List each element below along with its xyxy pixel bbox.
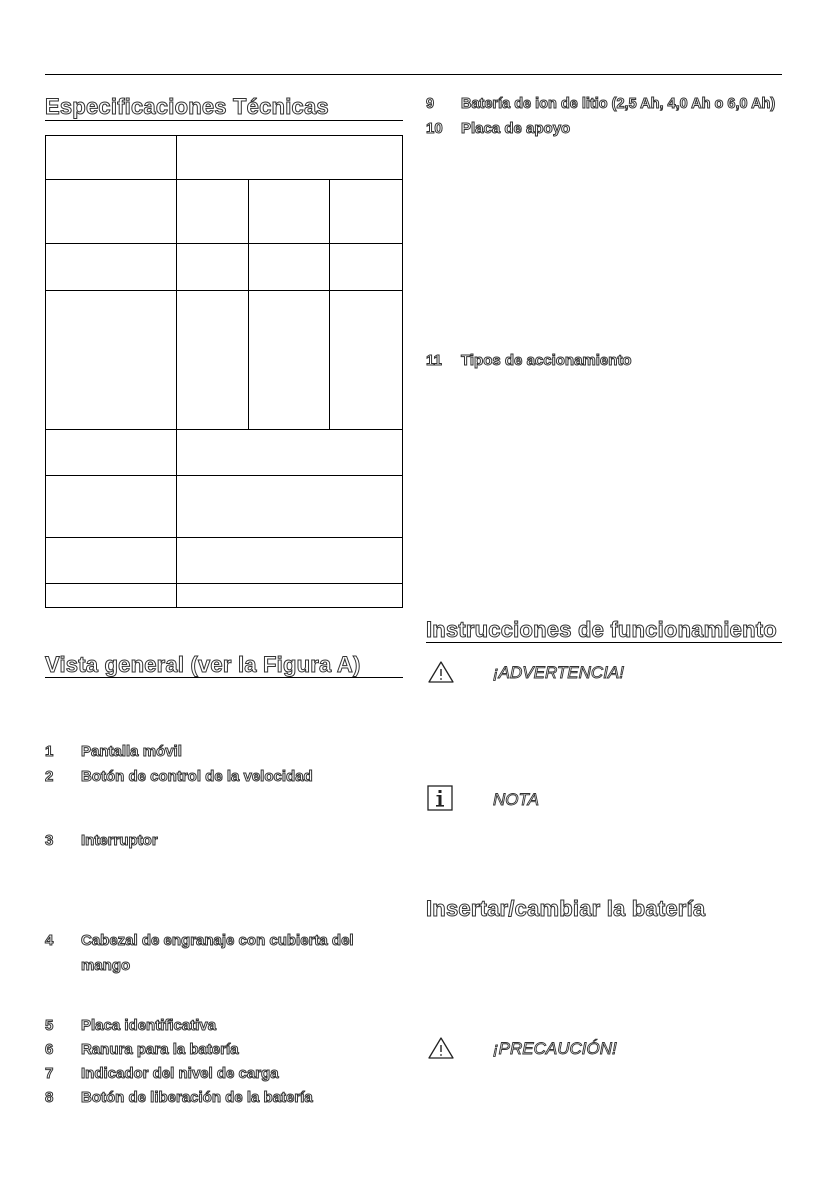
spec-cell <box>177 180 249 244</box>
list-item: 3 Interruptor <box>45 832 158 849</box>
warning-icon <box>427 660 455 684</box>
header-rule <box>45 74 782 75</box>
spec-heading-rule <box>45 120 403 121</box>
spec-cell <box>177 136 403 180</box>
spec-cell <box>177 430 403 476</box>
warning-label: ¡ADVERTENCIA! <box>493 663 624 682</box>
spec-cell <box>46 244 177 291</box>
list-item: 8 Botón de liberación de la batería <box>45 1089 313 1106</box>
list-item: 10 Placa de apoyo <box>426 120 571 137</box>
spec-cell <box>330 291 403 430</box>
spec-cell <box>330 180 403 244</box>
list-item: 5 Placa identificativa <box>45 1017 217 1034</box>
list-item: 2 Botón de control de la velocidad <box>45 768 313 785</box>
spec-cell <box>177 538 403 584</box>
spec-cell <box>46 136 177 180</box>
overview-heading: Vista general (ver la Figura A) <box>45 652 361 677</box>
instructions-heading: Instrucciones de funcionamiento <box>426 617 777 642</box>
spec-cell <box>46 430 177 476</box>
list-item: 7 Indicador del nivel de carga <box>45 1065 279 1082</box>
spec-cell <box>177 476 403 538</box>
list-item: 9 Batería de ion de litio (2,5 Ah, 4,0 Ah o 6,0 Ah) <box>426 96 776 112</box>
spec-cell <box>177 584 403 608</box>
spec-cell <box>46 291 177 430</box>
spec-cell <box>177 291 249 430</box>
spec-cell <box>46 476 177 538</box>
spec-table <box>45 135 403 608</box>
battery-heading: Insertar/cambiar la batería <box>426 896 706 921</box>
spec-heading: Especificaciones Técnicas <box>45 94 329 119</box>
spec-cell <box>330 244 403 291</box>
spec-cell <box>46 180 177 244</box>
list-item: 6 Ranura para la batería <box>45 1041 239 1058</box>
spec-cell <box>249 291 330 430</box>
overview-heading-rule <box>45 677 403 678</box>
caution-icon <box>427 1036 455 1060</box>
spec-cell <box>249 244 330 291</box>
spec-cell <box>177 244 249 291</box>
instructions-heading-rule <box>426 642 782 643</box>
spec-cell <box>249 180 330 244</box>
list-item: 11 Tipos de accionamiento <box>426 352 632 369</box>
list-item: 4 Cabezal de engranaje con cubierta del mango <box>45 932 354 974</box>
caution-label: ¡PRECAUCIÓN! <box>493 1039 617 1058</box>
info-icon <box>427 785 453 811</box>
note-label: NOTA <box>493 790 539 809</box>
spec-cell <box>46 584 177 608</box>
spec-cell <box>46 538 177 584</box>
list-item: 1 Pantalla móvil <box>45 743 182 760</box>
